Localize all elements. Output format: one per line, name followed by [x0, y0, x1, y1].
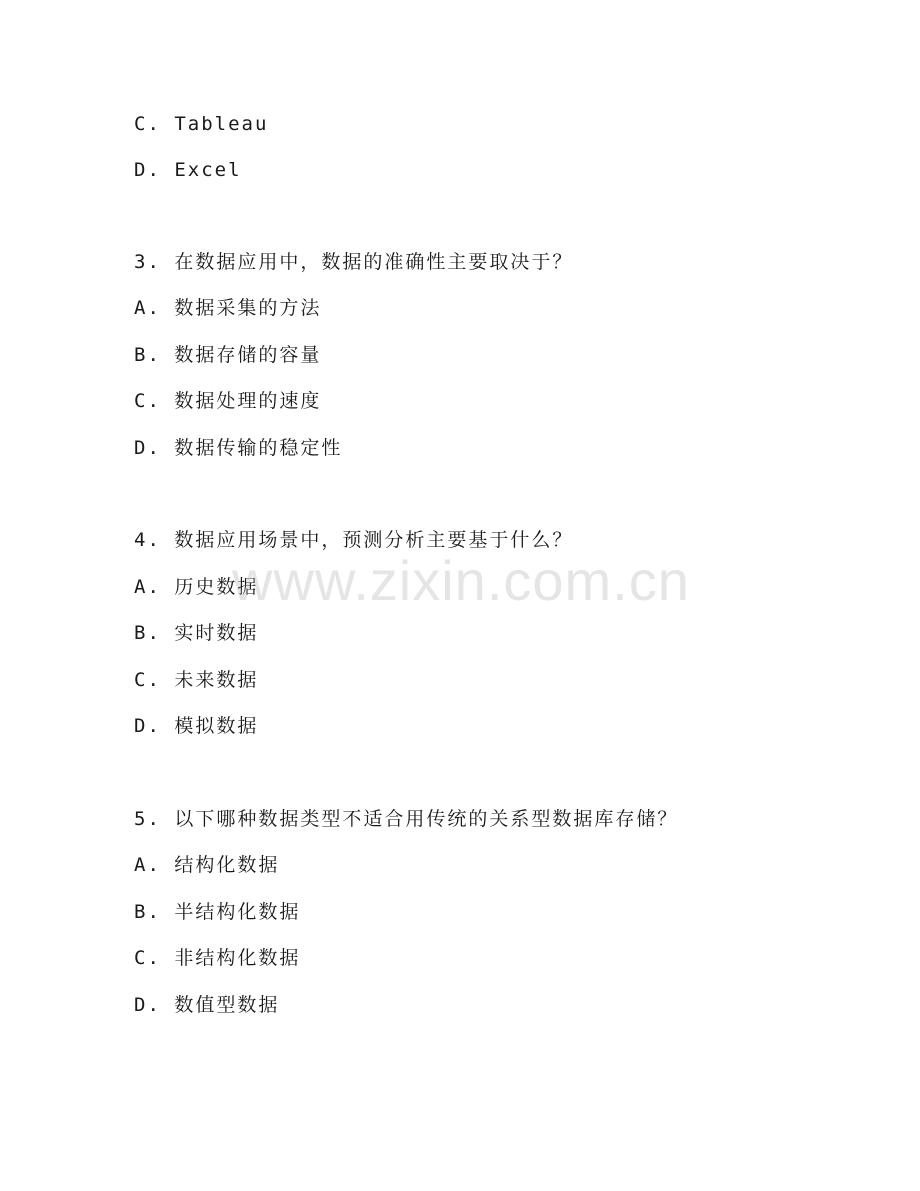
q3-option-a: A. 数据采集的方法 [134, 297, 322, 319]
q4-option-d: D. 模拟数据 [134, 715, 259, 737]
q4-option-b: B. 实时数据 [134, 622, 259, 644]
q4-option-a: A. 历史数据 [134, 576, 259, 598]
q2-option-c: C. Tableau [134, 113, 269, 135]
q5-option-a: A. 结构化数据 [134, 854, 280, 876]
q3-option-b: B. 数据存储的容量 [134, 344, 322, 366]
q5-option-d: D. 数值型数据 [134, 994, 280, 1016]
watermark: www.zixin.com.cn [232, 549, 690, 612]
q4-stem: 4. 数据应用场景中，预测分析主要基于什么？ [134, 529, 574, 551]
q3-option-d: D. 数据传输的稳定性 [134, 437, 343, 459]
q5-stem: 5. 以下哪种数据类型不适合用传统的关系型数据库存储？ [134, 808, 679, 830]
q3-stem: 3. 在数据应用中，数据的准确性主要取决于？ [134, 251, 574, 273]
q5-option-b: B. 半结构化数据 [134, 901, 301, 923]
q2-option-d: D. Excel [134, 159, 242, 181]
q4-option-c: C. 未来数据 [134, 669, 259, 691]
q5-option-c: C. 非结构化数据 [134, 947, 301, 969]
q3-option-c: C. 数据处理的速度 [134, 390, 322, 412]
